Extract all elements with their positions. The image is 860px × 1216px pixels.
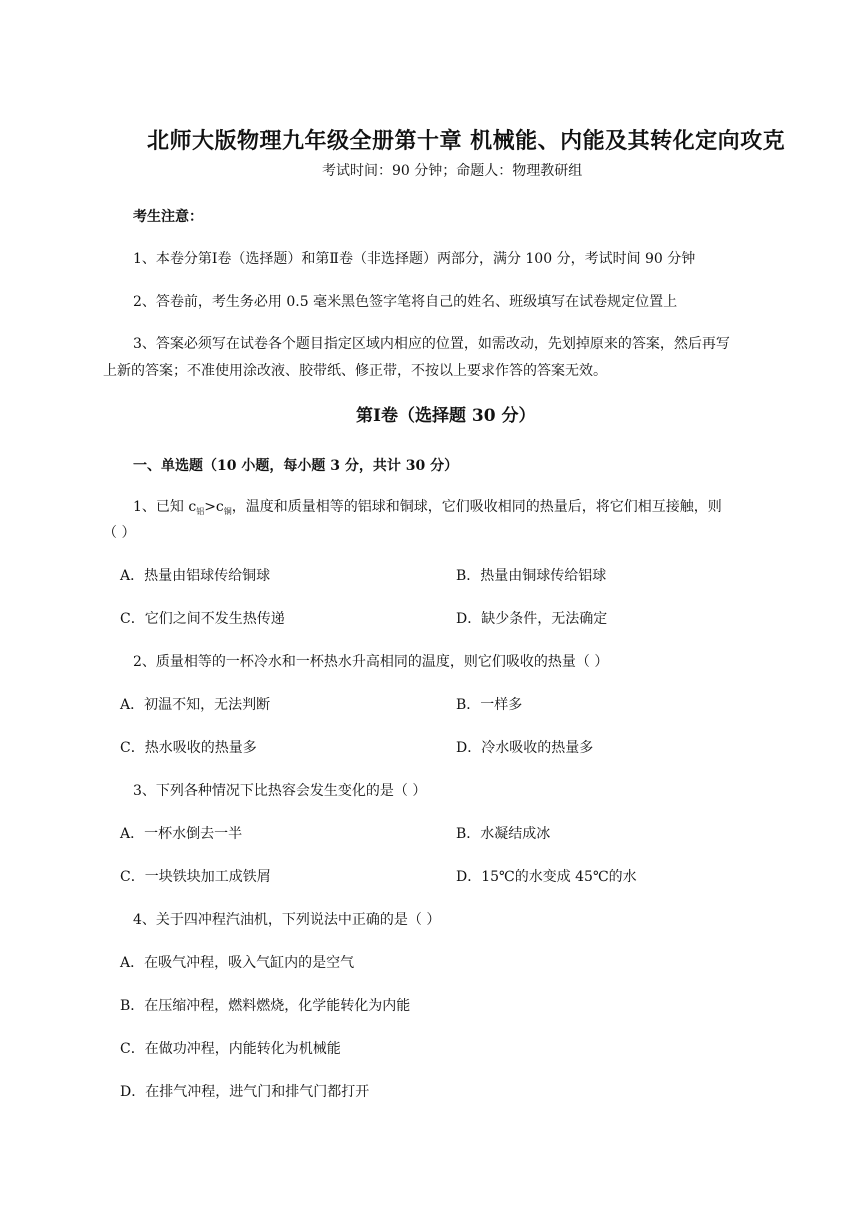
notice-item-1: 1、本卷分第Ⅰ卷（选择题）和第Ⅱ卷（非选择题）两部分，满分 100 分，考试时间 90 分钟 — [133, 251, 696, 267]
notice-item-3-cont: 上新的答案；不准使用涂改液、胶带纸、修正带，不按以上要求作答的答案无效。 — [103, 363, 607, 379]
question-2-stem: 2、质量相等的一杯冷水和一杯热水升高相同的温度，则它们吸收的热量（ ） — [133, 654, 609, 670]
question-1-option-c: C．它们之间不发生热传递 — [120, 611, 285, 627]
question-1-stem-cont: （ ） — [103, 525, 136, 541]
question-4-option-d: D．在排气冲程，进气门和排气门都打开 — [120, 1084, 370, 1100]
document-title: 北师大版物理九年级全册第十章 机械能、内能及其转化定向攻克 — [147, 128, 786, 154]
question-3-option-b: B．水凝结成冰 — [456, 826, 551, 842]
question-3-option-a: A．一杯水倒去一半 — [120, 826, 243, 842]
question-2-option-a: A．初温不知，无法判断 — [120, 697, 271, 713]
notice-heading: 考生注意： — [133, 209, 203, 225]
section-title: 第Ⅰ卷（选择题 30 分） — [356, 406, 536, 426]
question-4-option-c: C．在做功冲程，内能转化为机械能 — [120, 1041, 341, 1057]
question-1-option-b: B．热量由铜球传给铝球 — [456, 568, 607, 584]
question-2-option-d: D．冷水吸收的热量多 — [456, 740, 594, 756]
question-3-option-d: D．15℃的水变成 45℃的水 — [456, 869, 637, 885]
question-2-option-c: C．热水吸收的热量多 — [120, 740, 257, 756]
exam-info: 考试时间：90 分钟；命题人：物理教研组 — [322, 163, 583, 179]
question-4-option-a: A．在吸气冲程，吸入气缸内的是空气 — [120, 955, 355, 971]
question-4-stem: 4、关于四冲程汽油机，下列说法中正确的是（ ） — [133, 912, 441, 928]
question-1-option-d: D．缺少条件，无法确定 — [456, 611, 608, 627]
question-1-option-a: A．热量由铝球传给铜球 — [120, 568, 271, 584]
question-3-option-c: C．一块铁块加工成铁屑 — [120, 869, 271, 885]
question-2-option-b: B．一样多 — [456, 697, 523, 713]
part-title: 一、单选题（10 小题，每小题 3 分，共计 30 分） — [133, 458, 459, 474]
notice-item-3: 3、答案必须写在试卷各个题目指定区域内相应的位置，如需改动，先划掉原来的答案，然后再写 — [133, 336, 730, 352]
question-4-option-b: B．在压缩冲程，燃料燃烧，化学能转化为内能 — [120, 998, 411, 1014]
question-1-stem: 1、已知 $c_铝>c_铜$，温度和质量相等的铝球和铜球，它们吸收相同的热量后，将它们相互接触，则 — [133, 499, 722, 516]
notice-item-2: 2、答卷前，考生务必用 0.5 毫米黑色签字笔将自己的姓名、班级填写在试卷规定位置上 — [133, 294, 678, 310]
question-3-stem: 3、下列各种情况下比热容会发生变化的是（ ） — [133, 783, 427, 799]
